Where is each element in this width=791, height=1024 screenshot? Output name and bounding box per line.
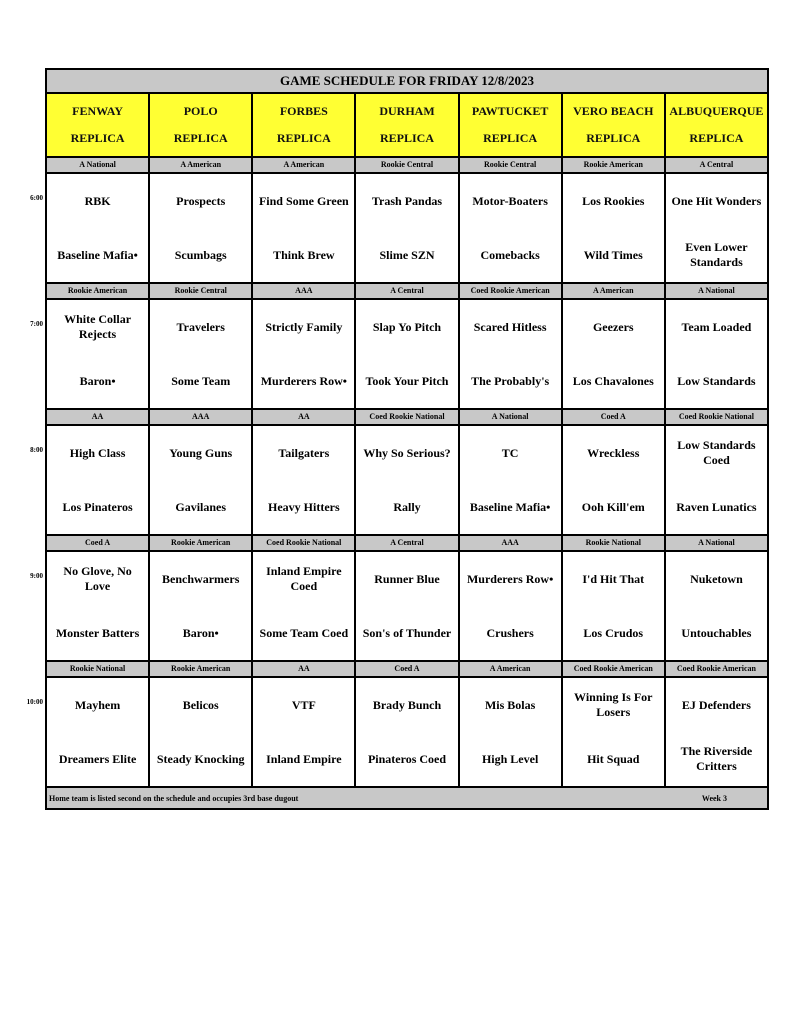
- away-team: VTF: [291, 697, 316, 712]
- away-team: Belicos: [182, 697, 219, 712]
- field-sub: REPLICA: [379, 131, 434, 145]
- away-team: Nuketown: [690, 571, 743, 586]
- division-label: A American: [150, 158, 253, 172]
- division-label: Coed A: [47, 536, 150, 550]
- game-cell: [253, 174, 356, 282]
- home-team: Low Standards: [677, 373, 756, 388]
- field-name: FORBES: [279, 104, 328, 118]
- home-team: Raven Lunatics: [676, 499, 757, 514]
- division-label: Coed Rookie National: [253, 536, 356, 550]
- time-label: 9:00: [30, 572, 43, 580]
- away-team: No Glove, No Love: [63, 564, 132, 593]
- home-team: Some Team Coed: [259, 625, 349, 640]
- division-label: A National: [47, 158, 150, 172]
- game-cell: [460, 678, 563, 786]
- home-team: The Riverside Critters: [680, 744, 753, 773]
- game-cell: [253, 552, 356, 660]
- division-label: A National: [698, 286, 735, 295]
- home-team: Steady Knocking: [156, 751, 245, 766]
- away-team: Slap Yo Pitch: [372, 319, 442, 334]
- field-header: [150, 94, 253, 156]
- game-cell: [150, 174, 253, 282]
- away-team: Motor-Boaters: [472, 193, 548, 208]
- division-label: Coed Rookie American: [676, 664, 756, 673]
- game-cell: [563, 552, 666, 660]
- division-label: Coed Rookie American: [563, 662, 666, 676]
- field-header: [666, 94, 767, 156]
- home-team: Dreamers Elite: [58, 751, 137, 766]
- game-cell: [563, 174, 666, 282]
- away-team: One Hit Wonders: [671, 193, 762, 208]
- division-label: Coed A: [563, 410, 666, 424]
- game-slot-row: [30, 300, 767, 408]
- home-team: Untouchables: [681, 625, 752, 640]
- division-label: A American: [563, 284, 666, 298]
- game-cell: [666, 300, 767, 408]
- division-label: Rookie American: [47, 284, 150, 298]
- division-label: AA: [253, 410, 356, 424]
- game-cell: [150, 552, 253, 660]
- away-team: White Collar Rejects: [64, 312, 132, 341]
- game-cell: [666, 678, 767, 786]
- away-team: Mis Bolas: [484, 697, 536, 712]
- away-team: Why So Serious?: [363, 445, 451, 460]
- week-label: Week 3: [701, 793, 727, 803]
- division-label: AA: [47, 410, 150, 424]
- away-team: Young Guns: [169, 445, 233, 460]
- away-team: Travelers: [176, 319, 225, 334]
- division-label: Rookie Central: [356, 158, 459, 172]
- away-team: Trash Pandas: [371, 193, 443, 208]
- field-header: [563, 94, 666, 156]
- time-slots: [26, 156, 767, 786]
- division-label: Rookie American: [150, 536, 253, 550]
- home-team: Rally: [393, 499, 421, 514]
- away-team: Benchwarmers: [162, 571, 240, 586]
- away-team: Los Rookies: [582, 193, 645, 208]
- game-slot-row: [30, 552, 767, 660]
- division-label: Coed Rookie National: [678, 412, 754, 421]
- home-team: Took Your Pitch: [365, 373, 449, 388]
- game-cell: [460, 426, 563, 534]
- field-name: PAWTUCKET: [471, 104, 549, 118]
- field-sub: REPLICA: [70, 131, 125, 145]
- away-team: Inland Empire Coed: [266, 564, 342, 593]
- division-label: A Central: [699, 160, 734, 169]
- division-row: [47, 660, 767, 678]
- home-team: Comebacks: [480, 247, 540, 262]
- game-cell: [47, 174, 150, 282]
- game-cell: [47, 300, 150, 408]
- game-cell: [356, 174, 459, 282]
- home-team: Crushers: [486, 625, 534, 640]
- game-cell: [460, 174, 563, 282]
- field-name: FENWAY: [72, 104, 124, 118]
- home-team: The Probably's: [471, 373, 550, 388]
- game-cell: [666, 426, 767, 534]
- game-cell: [356, 678, 459, 786]
- division-label: Rookie Central: [150, 284, 253, 298]
- game-cell: [253, 300, 356, 408]
- home-team: Ooh Kill'em: [581, 499, 645, 514]
- away-team: Mayhem: [74, 697, 121, 712]
- division-row: [47, 534, 767, 552]
- division-label: Rookie American: [150, 662, 253, 676]
- division-label: Coed Rookie American: [460, 284, 563, 298]
- home-team: Los Pinateros: [62, 499, 133, 514]
- field-sub: REPLICA: [483, 131, 538, 145]
- field-header: [460, 94, 563, 156]
- division-label: Rookie Central: [460, 158, 563, 172]
- away-team: Tailgaters: [278, 445, 330, 460]
- game-cell: [47, 552, 150, 660]
- footer-note: Home team is listed second on the schedule and occupies 3rd base dugout: [49, 793, 299, 803]
- field-header-row: [47, 94, 767, 156]
- home-team: Los Crudos: [583, 625, 644, 640]
- game-cell: [356, 426, 459, 534]
- home-team: Some Team: [171, 373, 231, 388]
- division-label: Coed Rookie National: [356, 410, 459, 424]
- game-cell: [666, 552, 767, 660]
- division-row: [47, 408, 767, 426]
- division-label: Coed A: [356, 662, 459, 676]
- game-cell: [356, 300, 459, 408]
- home-team: Baseline Mafia•: [57, 247, 138, 262]
- division-label: AA: [253, 662, 356, 676]
- field-header: [356, 94, 459, 156]
- field-name: DURHAM: [379, 104, 435, 118]
- division-label: AAA: [253, 284, 356, 298]
- game-cell: [666, 174, 767, 282]
- away-team: High Class: [69, 445, 126, 460]
- home-team: Even Lower Standards: [685, 240, 748, 269]
- division-label: A Central: [356, 536, 459, 550]
- field-name: POLO: [183, 104, 218, 118]
- game-slot-row: [30, 174, 767, 282]
- home-team: Los Chavalones: [572, 373, 654, 388]
- away-team: RBK: [84, 193, 111, 208]
- game-cell: [563, 426, 666, 534]
- schedule-footer: [47, 786, 767, 808]
- home-team: Think Brew: [273, 247, 335, 262]
- game-cell: [356, 552, 459, 660]
- away-team: I'd Hit That: [582, 571, 645, 586]
- schedule-title: GAME SCHEDULE FOR FRIDAY 12/8/2023: [47, 70, 767, 94]
- away-team: Geezers: [592, 319, 634, 334]
- field-header: [253, 94, 356, 156]
- home-team: Scumbags: [174, 247, 227, 262]
- away-team: Brady Bunch: [372, 697, 442, 712]
- time-label: 8:00: [30, 446, 43, 454]
- game-cell: [460, 552, 563, 660]
- game-cell: [150, 678, 253, 786]
- home-team: Son's of Thunder: [362, 625, 452, 640]
- division-label: Rookie National: [47, 662, 150, 676]
- game-cell: [253, 678, 356, 786]
- time-label: 10:00: [26, 698, 43, 706]
- field-sub: REPLICA: [586, 131, 641, 145]
- division-label: Rookie American: [563, 158, 666, 172]
- division-label: A Central: [356, 284, 459, 298]
- division-label: A National: [698, 538, 735, 547]
- away-team: Wreckless: [587, 445, 640, 460]
- away-team: Scared Hitless: [473, 319, 547, 334]
- time-label: 6:00: [30, 194, 43, 202]
- home-team: Pinateros Coed: [367, 751, 447, 766]
- field-header: [47, 94, 150, 156]
- division-row: [47, 156, 767, 174]
- home-team: Baseline Mafia•: [469, 499, 551, 514]
- division-label: Rookie National: [563, 536, 666, 550]
- away-team: Strictly Family: [265, 319, 343, 334]
- schedule-table: [26, 68, 769, 810]
- game-cell: [47, 678, 150, 786]
- away-team: Prospects: [176, 193, 226, 208]
- home-team: Baron•: [79, 373, 116, 388]
- game-cell: [563, 678, 666, 786]
- division-label: AAA: [460, 536, 563, 550]
- game-cell: [150, 300, 253, 408]
- away-team: EJ Defenders: [681, 697, 751, 712]
- division-label: A National: [460, 410, 563, 424]
- game-cell: [563, 300, 666, 408]
- game-slot-row: [26, 678, 767, 786]
- home-team: Heavy Hitters: [268, 499, 340, 514]
- home-team: High Level: [481, 751, 539, 766]
- field-sub: REPLICA: [689, 131, 744, 145]
- away-team: TC: [501, 445, 519, 460]
- game-cell: [253, 426, 356, 534]
- division-row: [47, 282, 767, 300]
- away-team: Team Loaded: [681, 319, 752, 334]
- field-name: VERO BEACH: [573, 104, 654, 118]
- away-team: Runner Blue: [374, 571, 440, 586]
- time-label: 7:00: [30, 320, 43, 328]
- home-team: Wild Times: [583, 247, 643, 262]
- away-team: Find Some Green: [258, 193, 349, 208]
- game-cell: [150, 426, 253, 534]
- division-label: AAA: [150, 410, 253, 424]
- away-team: Murderers Row•: [466, 571, 554, 586]
- field-sub: REPLICA: [276, 131, 331, 145]
- game-slot-row: [30, 426, 767, 534]
- home-team: Monster Batters: [55, 625, 140, 640]
- game-cell: [460, 300, 563, 408]
- division-label: A American: [460, 662, 563, 676]
- field-name: ALBUQUERQUE: [669, 104, 764, 118]
- home-team: Gavilanes: [175, 499, 227, 514]
- home-team: Murderers Row•: [260, 373, 347, 388]
- game-cell: [47, 426, 150, 534]
- home-team: Baron•: [182, 625, 219, 640]
- home-team: Inland Empire: [266, 751, 342, 766]
- away-team: Low Standards Coed: [677, 438, 756, 467]
- home-team: Hit Squad: [587, 751, 640, 766]
- away-team: Winning Is For Losers: [574, 690, 653, 719]
- field-sub: REPLICA: [173, 131, 228, 145]
- home-team: Slime SZN: [379, 247, 435, 262]
- division-label: A American: [253, 158, 356, 172]
